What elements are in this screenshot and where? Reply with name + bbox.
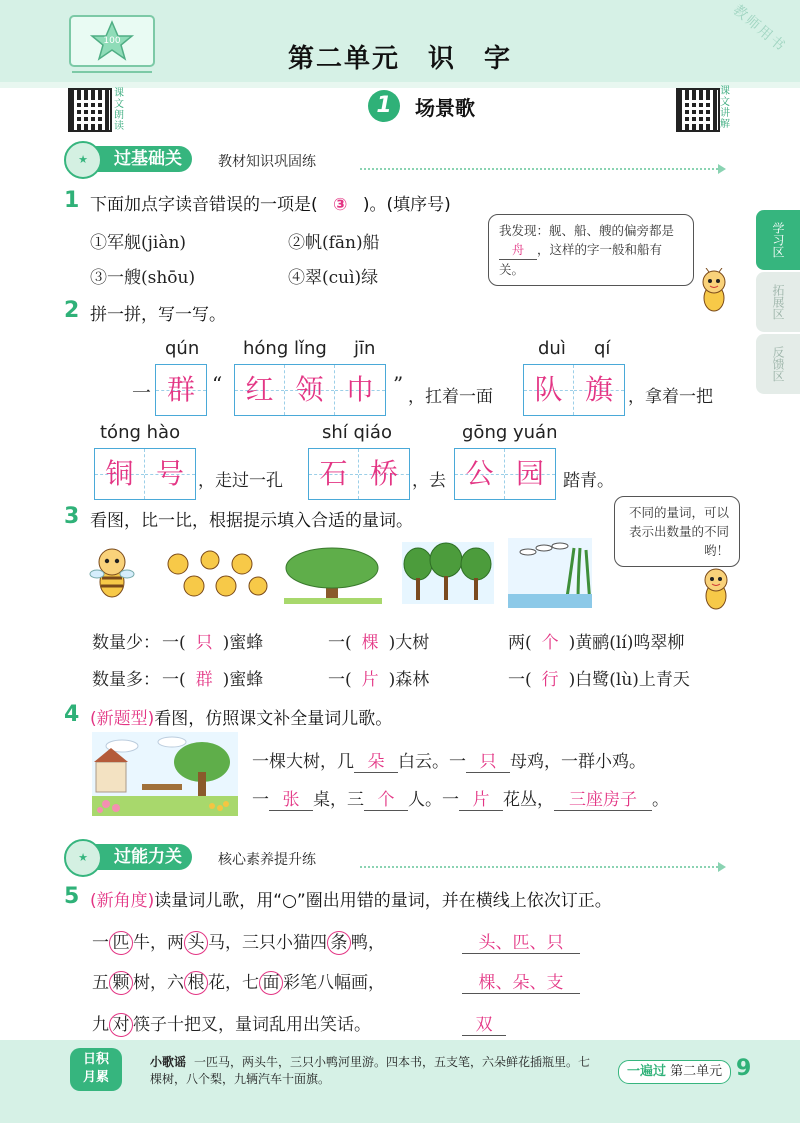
q3-more-label: 数量多： xyxy=(92,670,160,690)
q4-line1 xyxy=(252,747,646,773)
q1-text-before: 下面加点字读音错误的一项是( xyxy=(90,195,318,215)
q3-number: 3 xyxy=(64,504,80,529)
q4-line1-part: 白云。一 xyxy=(398,752,466,772)
grid-char: 桥 xyxy=(369,457,398,490)
q4-answer: 个 xyxy=(364,785,408,811)
footer-series-label: 一遍过 xyxy=(627,1064,667,1079)
pinyin-tong-hao: tóng hào xyxy=(100,422,181,443)
grid-cell xyxy=(145,449,195,499)
q5-correction-2: 棵、朵、支 xyxy=(462,968,580,994)
q3-answer: 行 xyxy=(541,670,559,690)
q5-text-part: 花，七 xyxy=(208,973,259,993)
grid-cell xyxy=(95,449,145,499)
q5-text-part: 鸭， xyxy=(351,933,385,953)
paren-open: 一( xyxy=(508,670,532,690)
qr-right-label: 课文讲解 xyxy=(720,86,730,130)
q5-text-part: 五 xyxy=(92,973,109,993)
paren-close: )大树 xyxy=(388,633,430,653)
forest-image xyxy=(402,542,494,604)
q1-option-1: ①军舰(jiàn) xyxy=(90,233,187,253)
pinyin-gong-yuan: gōng yuán xyxy=(462,422,558,443)
q4-answer: 张 xyxy=(269,785,313,811)
q2-row2-mid2: ，去 xyxy=(412,471,446,491)
single-bee-image xyxy=(88,542,136,602)
grid-cell xyxy=(455,449,505,499)
q5-correction-1: 头、匹、只 xyxy=(462,928,580,954)
grid-char: 园 xyxy=(515,457,544,490)
grid-char: 红 xyxy=(245,373,274,406)
q1-bubble-before: 我发现：舰、船、艘的偏旁都是 xyxy=(499,223,675,238)
q2-row1-mid: ，扛着一面 xyxy=(408,387,493,407)
q2-quote-close: ” xyxy=(393,372,404,396)
unit-title: 第二单元 识 字 xyxy=(287,44,512,74)
q1-option-2: ②帆(fān)船 xyxy=(288,233,380,253)
q4-line2-part: 一 xyxy=(252,790,269,810)
grid-char: 号 xyxy=(155,457,184,490)
grid-cell xyxy=(285,365,335,415)
q3-answer: 棵 xyxy=(361,633,379,653)
grid-char: 铜 xyxy=(105,457,134,490)
q4-question xyxy=(90,704,392,729)
q5-circled-word: 头 xyxy=(184,931,208,955)
q3-answer: 只 xyxy=(195,633,213,653)
q5-circled-word: 面 xyxy=(259,971,283,995)
grid-char: 队 xyxy=(534,373,563,406)
paren-open: 一( xyxy=(162,670,186,690)
q5-text-part: 九 xyxy=(92,1015,109,1035)
q3-less-label: 数量少： xyxy=(92,633,160,653)
grid-cell xyxy=(156,365,206,415)
q5-question xyxy=(90,886,612,911)
q3-less-1 xyxy=(162,628,263,653)
q1-tip-bubble xyxy=(488,214,694,286)
grid-char: 石 xyxy=(319,457,348,490)
star-icon: ★ xyxy=(64,839,102,877)
q4-line1-part: 母鸡，一群小鸡。 xyxy=(510,752,646,772)
q5-text-part: 一 xyxy=(92,933,109,953)
side-tab-extend[interactable]: 拓展区 xyxy=(756,272,800,332)
q5-text-part: 牛，两 xyxy=(133,933,184,953)
q4-line1-part: 一棵大树，几 xyxy=(252,752,354,772)
q5-line3 xyxy=(92,1010,371,1037)
grid-cell xyxy=(335,365,385,415)
star-icon: ★ xyxy=(64,141,102,179)
q5-text-part: 树，六 xyxy=(133,973,184,993)
q5-circled-word: 对 xyxy=(109,1013,133,1037)
page-footer-tag xyxy=(618,1060,731,1084)
corner-tag: 教师用书 xyxy=(729,2,790,56)
q2-row2-suffix: 踏青。 xyxy=(563,471,614,491)
q3-answer: 个 xyxy=(541,633,559,653)
paren-open: 一( xyxy=(328,670,352,690)
section2-subtitle: 核心素养提升练 xyxy=(218,852,316,868)
grid-cell xyxy=(505,449,555,499)
q2-grid-shi-qiao xyxy=(308,448,410,500)
q2-row1-prefix: 一 xyxy=(132,382,152,404)
grid-cell xyxy=(359,449,409,499)
q4-tag: (新题型) xyxy=(90,709,155,729)
q5-number: 5 xyxy=(64,884,80,909)
q4-line2-part: 花丛， xyxy=(503,790,554,810)
q1-question xyxy=(90,190,451,215)
q5-circled-word: 匹 xyxy=(109,931,133,955)
q2-grid-gong-yuan xyxy=(454,448,556,500)
q2-grid-qun xyxy=(155,364,207,416)
q5-text-part: 筷子十把叉，量词乱用出笑话。 xyxy=(133,1015,371,1035)
pinyin-qi: qí xyxy=(594,338,611,359)
q2-number: 2 xyxy=(64,298,80,323)
q1-answer: ③ xyxy=(333,195,348,215)
lesson-title: 场景歌 xyxy=(415,96,475,120)
bee-swarm-image xyxy=(160,546,272,602)
grid-cell xyxy=(309,449,359,499)
q4-line2 xyxy=(252,785,669,811)
q5-text-part: 马，三只小猫四 xyxy=(208,933,327,953)
paren-open: 两( xyxy=(508,633,532,653)
grid-char: 公 xyxy=(465,457,494,490)
q4-answer: 只 xyxy=(466,747,510,773)
farm-scene-image xyxy=(92,732,238,816)
q2-grid-tong-hao xyxy=(94,448,196,500)
paren-close: )蜜蜂 xyxy=(222,670,264,690)
paren-open: 一( xyxy=(328,633,352,653)
q4-text: 看图，仿照课文补全量词儿歌。 xyxy=(154,709,393,729)
side-tab-study[interactable]: 学习区 xyxy=(756,210,800,270)
pinyin-qun: qún xyxy=(165,338,200,359)
qr-code-right[interactable] xyxy=(676,88,720,132)
lesson-number: 1 xyxy=(368,90,400,122)
pinyin-shi-qiao: shí qiáo xyxy=(322,422,392,443)
q2-grid-hong-ling-jin xyxy=(234,364,386,416)
q4-answer: 三座房子 xyxy=(554,785,652,811)
pinyin-dui: duì xyxy=(538,338,566,359)
divider-arrow-icon xyxy=(718,164,726,174)
q5-tag: (新角度) xyxy=(90,891,155,911)
divider-arrow-icon xyxy=(718,862,726,872)
footer-song-text: 一匹马，两头牛，三只小鸭河里游。四本书，五支笔，六朵鲜花插瓶里。七棵树，八个梨，九辆汽车十面旗。 xyxy=(150,1055,591,1086)
grid-char: 领 xyxy=(295,373,324,406)
q3-less-2 xyxy=(328,628,429,653)
q4-answer: 朵 xyxy=(354,747,398,773)
section2-badge: 过能力关 xyxy=(80,844,192,870)
blackboard-logo-icon xyxy=(62,10,162,76)
side-tab-feedback[interactable]: 反馈区 xyxy=(756,334,800,394)
q2-row2-mid1: ，走过一孔 xyxy=(198,471,283,491)
grid-char: 旗 xyxy=(584,373,613,406)
section1-divider xyxy=(360,168,718,170)
q1-option-3: ③一艘(shōu) xyxy=(90,268,196,288)
qr-left-label: 课文朗读 xyxy=(114,88,124,132)
q5-line1 xyxy=(92,928,385,955)
bee-mascot-icon xyxy=(698,566,734,612)
q5-correction-3: 双 xyxy=(462,1010,506,1036)
q4-line2-part: 人。一 xyxy=(408,790,459,810)
paren-close: )森林 xyxy=(388,670,430,690)
q1-bubble-answer: 舟 xyxy=(499,240,537,260)
section1-badge: 过基础关 xyxy=(80,146,192,172)
section1-subtitle: 教材知识巩固练 xyxy=(218,154,316,170)
grid-cell xyxy=(235,365,285,415)
q1-text-after: )。(填序号) xyxy=(362,195,451,215)
pinyin-jin: jīn xyxy=(354,338,376,359)
paren-close: )蜜蜂 xyxy=(222,633,264,653)
grid-char: 群 xyxy=(166,373,195,406)
q1-number: 1 xyxy=(64,188,80,213)
q3-tip-bubble: 不同的量词，可以表示出数量的不同哟！ xyxy=(614,496,740,567)
q3-answer: 片 xyxy=(361,670,379,690)
footer-song-title: 小歌谣 xyxy=(150,1055,187,1069)
q5-text-part: 彩笔八幅画， xyxy=(283,973,385,993)
q5-line2 xyxy=(92,968,385,995)
q4-number: 4 xyxy=(64,702,80,727)
q3-answer: 群 xyxy=(195,670,213,690)
footer-badge xyxy=(70,1048,122,1091)
q2-question: 拼一拼，写一写。 xyxy=(90,305,226,325)
q3-more-3 xyxy=(508,665,690,690)
q5-circled-word: 根 xyxy=(184,971,208,995)
q1-option-4: ④翠(cuì)绿 xyxy=(288,268,379,288)
grid-cell xyxy=(524,365,574,415)
q2-row1-suffix: ，拿着一把 xyxy=(628,387,713,407)
page-number: 9 xyxy=(736,1056,752,1081)
grid-char: 巾 xyxy=(345,373,374,406)
pinyin-hong-ling: hóng lǐng xyxy=(243,338,327,359)
egrets-willow-image xyxy=(508,538,592,608)
q1-bubble-after: ，这样的字一般和船有关。 xyxy=(499,242,663,277)
paren-open: 一( xyxy=(162,633,186,653)
q3-less-3 xyxy=(508,628,684,653)
footer-badge-line2: 月累 xyxy=(82,1070,109,1085)
footer-unit-label: 第二单元 xyxy=(670,1064,723,1079)
big-tree-image xyxy=(284,542,382,604)
q2-grid-dui-qi xyxy=(523,364,625,416)
q5-circled-word: 颗 xyxy=(109,971,133,995)
q3-more-1 xyxy=(162,665,263,690)
q5-circled-word: 条 xyxy=(327,931,351,955)
svg-text:100: 100 xyxy=(103,36,121,46)
qr-code-left[interactable] xyxy=(68,88,112,132)
footer-badge-line1: 日积 xyxy=(82,1052,109,1067)
grid-cell xyxy=(574,365,624,415)
q4-line2-part: 桌，三 xyxy=(313,790,364,810)
q3-more-2 xyxy=(328,665,429,690)
footer-song xyxy=(150,1054,600,1088)
q4-line2-part: 。 xyxy=(652,790,669,810)
q3-question: 看图，比一比，根据提示填入合适的量词。 xyxy=(90,511,413,531)
q4-answer: 片 xyxy=(459,785,503,811)
q2-quote-open: “ xyxy=(212,372,223,396)
paren-close: )白鹭(lù)上青天 xyxy=(568,670,690,690)
q5-text: 读量词儿歌，用“○”圈出用错的量词，并在横线上依次订正。 xyxy=(154,891,612,911)
bee-mascot-icon xyxy=(696,268,732,314)
paren-close: )黄鹂(lí)鸣翠柳 xyxy=(568,633,685,653)
section2-divider xyxy=(360,866,718,868)
